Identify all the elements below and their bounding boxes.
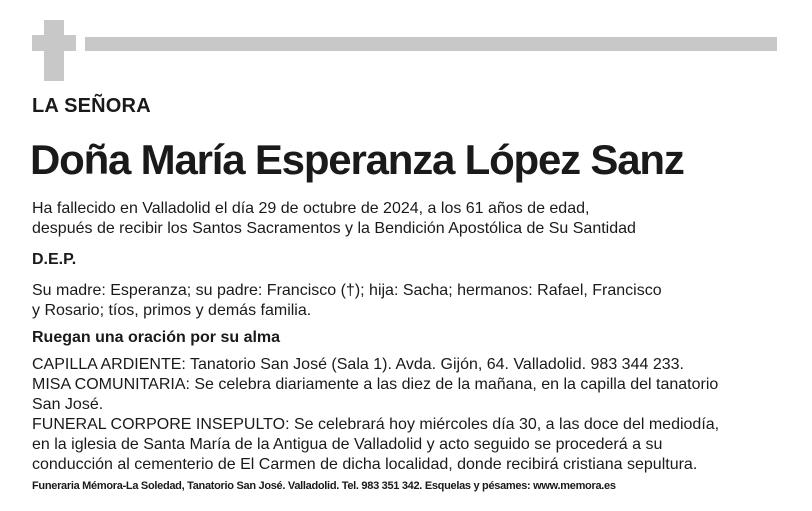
ceremony-details — [32, 355, 719, 475]
deceased-name: Doña María Esperanza López Sanz — [30, 136, 684, 183]
prayer-request: Ruegan una oración por su alma — [32, 329, 281, 346]
death-notice-line-1: Ha fallecido en Valladolid el día 29 de octubre de 2024, a los 61 años de edad, — [32, 200, 590, 217]
family-text — [32, 281, 662, 321]
details-line-6: conducción al cementerio de El Carmen de dicha localidad, donde recibirá cristiana sepultura. — [32, 456, 698, 473]
header-divider-bar — [85, 37, 777, 51]
details-line-2: MISA COMUNITARIA: Se celebra diariamente a las diez de la mañana, en la capilla del tanatorio — [32, 376, 719, 393]
death-notice-text — [32, 199, 636, 239]
details-line-3: San José. — [32, 396, 104, 413]
family-line-2: y Rosario; tíos, primos y demás familia. — [32, 302, 312, 319]
details-line-1: CAPILLA ARDIENTE: Tanatorio San José (Sala 1). Avda. Gijón, 64. Valladolid. 983 344 233. — [32, 356, 684, 373]
honorific-label: LA SEÑORA — [32, 95, 151, 117]
cross-horizontal-beam — [32, 35, 76, 51]
rip-label: D.E.P. — [32, 251, 77, 268]
details-line-5: en la iglesia de Santa María de la Antigua de Valladolid y acto seguido se procederá a su — [32, 436, 663, 453]
death-notice-line-2: después de recibir los Santos Sacramentos y la Bendición Apostólica de Su Santidad — [32, 220, 636, 237]
details-line-4: FUNERAL CORPORE INSEPULTO: Se celebrará hoy miércoles día 30, a las doce del mediodía, — [32, 416, 720, 433]
funeral-home-footer: Funeraria Mémora-La Soledad, Tanatorio San José. Valladolid. Tel. 983 351 342. Esquelas y pésames: www.memora.es — [32, 480, 616, 492]
family-line-1: Su madre: Esperanza; su padre: Francisco (†); hija: Sacha; hermanos: Rafael, Francisco — [32, 282, 662, 299]
